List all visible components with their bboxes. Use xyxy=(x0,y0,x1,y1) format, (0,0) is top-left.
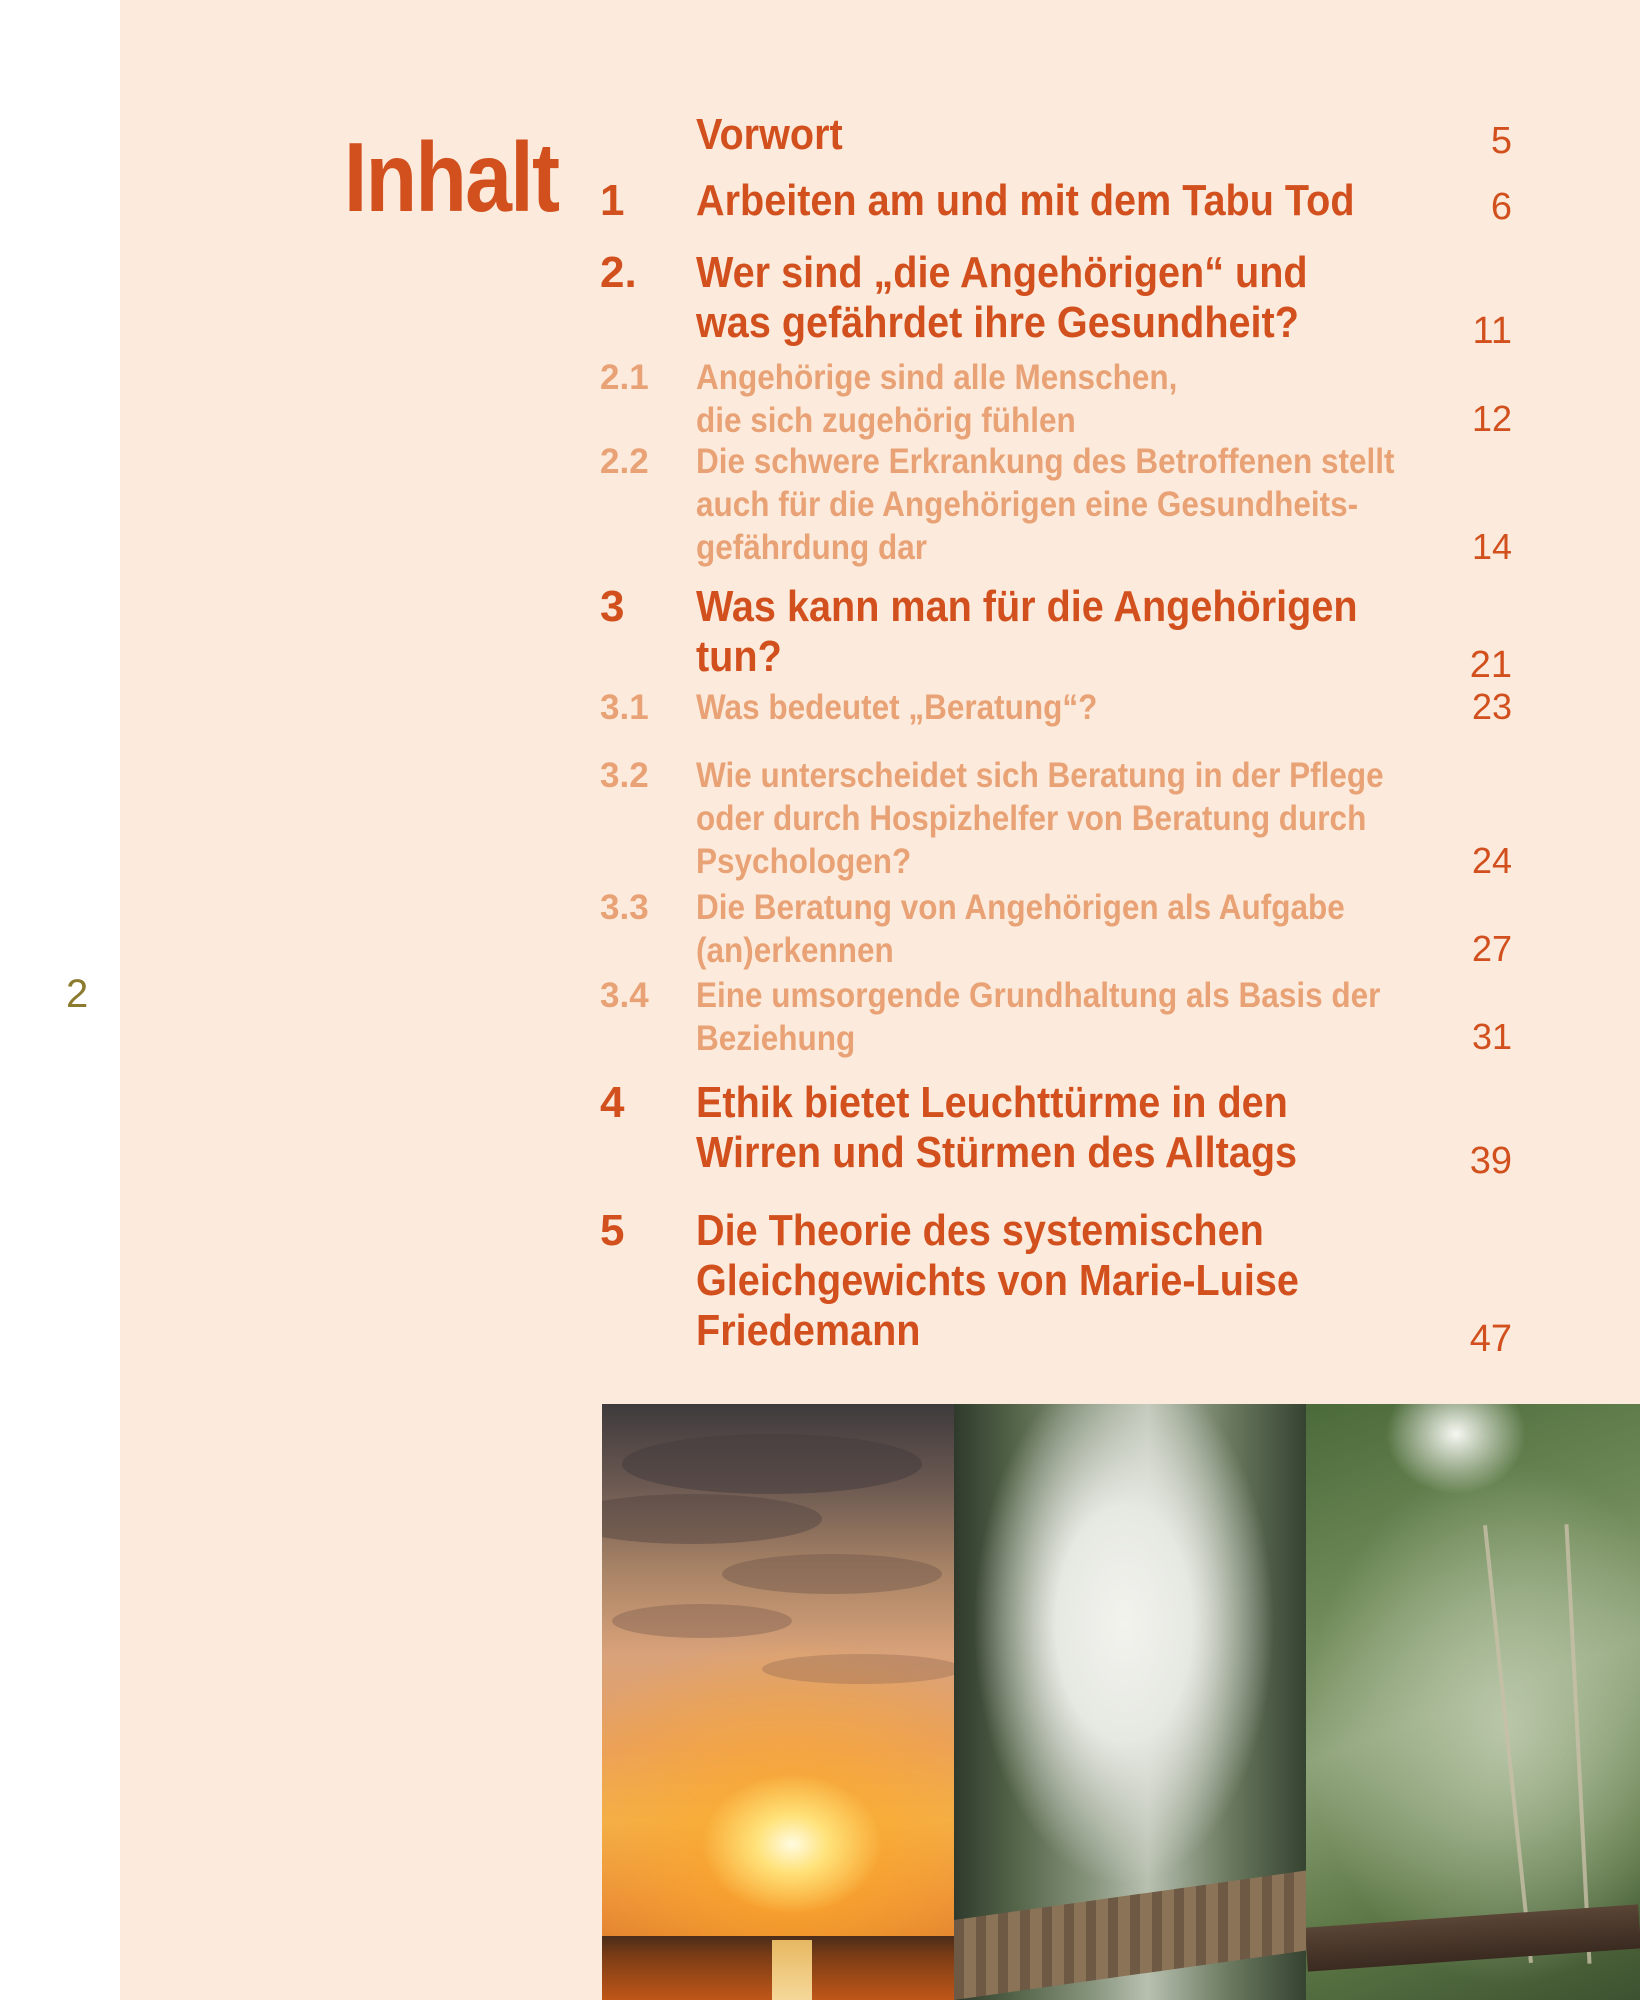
toc-entry-number: 3.2 xyxy=(600,756,649,795)
toc-entry-page: 5 xyxy=(1490,120,1512,162)
toc-entry-title: Die Theorie des systemischen Gleichgewichts von Marie-Luise Friedemann xyxy=(696,1206,1299,1355)
toc-entry-number: 3 xyxy=(600,582,625,631)
toc-entry-number: 5 xyxy=(600,1206,625,1255)
toc-entry-page: 47 xyxy=(1469,1318,1512,1360)
toc-entry-page: 23 xyxy=(1471,686,1512,727)
sunset-photo xyxy=(602,1404,954,2000)
toc-entry-title: Die schwere Erkrankung des Betroffenen stellt auch für die Angehörigen eine Gesundheits- gefährdung dar xyxy=(696,442,1395,567)
toc-entry-title: Eine umsorgende Grundhaltung als Basis der Beziehung xyxy=(696,976,1381,1058)
toc-entry-page: 39 xyxy=(1469,1140,1512,1182)
toc-entry-number: 2. xyxy=(600,248,637,297)
toc-entry-page: 24 xyxy=(1471,840,1512,881)
toc-entry-title: Was kann man für die Angehörigen tun? xyxy=(696,582,1358,681)
toc-entry-number: 2.2 xyxy=(600,442,649,481)
toc-entry-page: 11 xyxy=(1472,310,1512,352)
toc-entry-number: 3.1 xyxy=(600,688,649,727)
toc-entry-title: Wer sind „die Angehörigen“ und was gefährdet ihre Gesundheit? xyxy=(696,248,1308,347)
toc-entry-number: 4 xyxy=(600,1078,625,1127)
toc-entry-title: Vorwort xyxy=(696,110,843,159)
toc-entry-page: 27 xyxy=(1471,928,1512,969)
page-title: Inhalt xyxy=(343,122,558,232)
toc-entry-page: 6 xyxy=(1490,186,1512,228)
toc-entry-page: 31 xyxy=(1471,1016,1512,1057)
photo-strip xyxy=(602,1404,1640,2000)
toc-entry-title: Ethik bietet Leuchttürme in den Wirren und Stürmen des Alltags xyxy=(696,1078,1298,1177)
toc-entry-number: 1 xyxy=(600,176,625,225)
toc-entry-page: 12 xyxy=(1471,398,1512,439)
trees-photo xyxy=(954,1404,1306,2000)
page-number: 2 xyxy=(66,972,89,1016)
toc-entry-number: 2.1 xyxy=(600,358,649,397)
toc-entry-page: 21 xyxy=(1469,644,1512,686)
toc-entry-number: 3.4 xyxy=(600,976,649,1015)
toc-entry-title: Angehörige sind alle Menschen, die sich zugehörig fühlen xyxy=(696,358,1178,440)
ropes-course-photo xyxy=(1306,1404,1640,2000)
toc-entry-page: 14 xyxy=(1471,526,1512,567)
toc-entry-number: 3.3 xyxy=(600,888,649,927)
toc-entry-title: Die Beratung von Angehörigen als Aufgabe (an)erkennen xyxy=(696,888,1345,970)
toc-entry-title: Was bedeutet „Beratung“? xyxy=(696,688,1098,727)
toc-entry-title: Arbeiten am und mit dem Tabu Tod xyxy=(696,176,1355,225)
toc-entry-title: Wie unterscheidet sich Beratung in der Pflege oder durch Hospizhelfer von Beratung durch Psychologen? xyxy=(696,756,1384,881)
